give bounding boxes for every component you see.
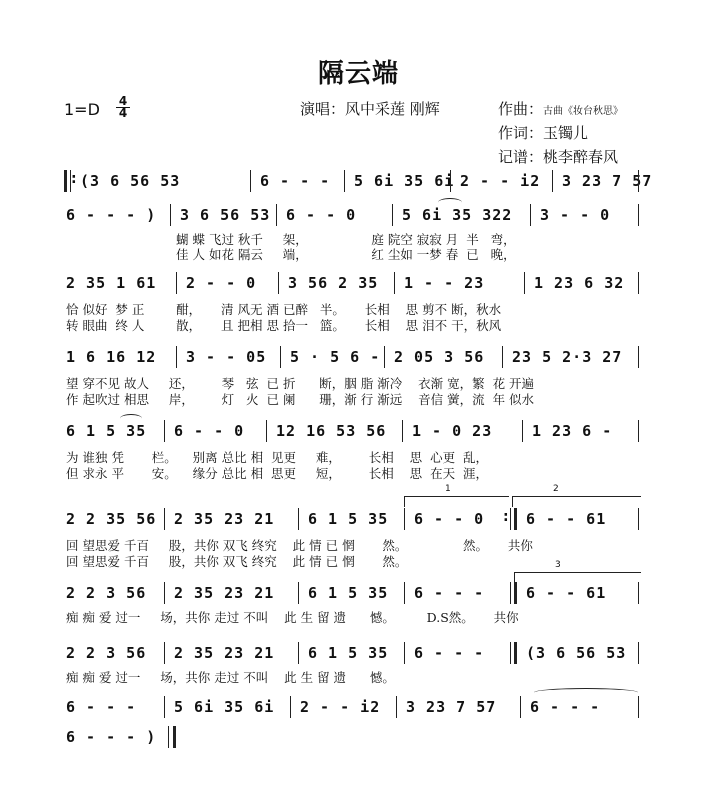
barline (278, 272, 279, 294)
barline (290, 696, 291, 718)
measure: 1 23 6 32 (534, 274, 625, 292)
measure: 3 23 7 57 (562, 172, 653, 190)
barline (392, 204, 393, 226)
measure: 5 6i 35 6i (174, 698, 275, 716)
barline (520, 696, 521, 718)
barline (638, 204, 639, 226)
barline (638, 420, 639, 442)
barline (280, 346, 281, 368)
barline (638, 582, 639, 604)
barline (164, 582, 165, 604)
measure: 6 - - 61 (526, 584, 607, 602)
measure: 6 - - 61 (526, 510, 607, 528)
lyrics-verse-1: 痴 痴 爱 过一 场，共你 走过 不叫 此 生 留 遗 憾。 D.S然。 共你 (66, 610, 519, 625)
barline (344, 170, 345, 192)
measure: 6 - - 0 (286, 206, 357, 224)
measure: 1 - - 23 (404, 274, 485, 292)
measure: 3 23 7 57 (406, 698, 497, 716)
double-barline (510, 582, 517, 604)
barline (394, 272, 395, 294)
lyrics-verse-2: 但 求永 平 安。 缘分 总比 相 思更 短， 长相 思 在天 涯， (66, 466, 489, 481)
measure: 23 5 2·3 27 (512, 348, 623, 366)
staff-row (64, 204, 640, 230)
measure: 6 1 5 35 (66, 422, 147, 440)
barline (164, 508, 165, 530)
staff-row (64, 582, 640, 608)
lyrics-verse-2: 佳 人 如花 隔云 端， 红 尘如 一梦 春 已 晚， (176, 247, 516, 262)
measure: 2 2 3 56 (66, 584, 147, 602)
lyrics-verse-1: 痴 痴 爱 过一 场，共你 走过 不叫 此 生 留 遗 憾。 (66, 670, 395, 685)
lyrics-verse-2: 转 眼曲 终 人 散， 且 把相 思 拾一 篮。 长相 思 泪不 干，秋风 (66, 318, 502, 333)
measure: 2 05 3 56 (394, 348, 485, 366)
lyrics-verse-1: 为 谁独 凭 栏。 别离 总比 相 见更 难， 长相 思 心更 乱， (66, 450, 489, 465)
measure: 6 1 5 35 (308, 584, 389, 602)
key-signature: 1=D (64, 100, 100, 119)
volta-1 (404, 484, 509, 507)
measure: 1 - 0 23 (412, 422, 493, 440)
barline (638, 642, 639, 664)
measure: 2 - - i2 (460, 172, 541, 190)
measure: 3 56 2 35 (288, 274, 379, 292)
barline (176, 272, 177, 294)
barline (638, 696, 639, 718)
measure: 6 1 5 35 (308, 510, 389, 528)
time-top: 4 (116, 96, 130, 108)
barline (164, 642, 165, 664)
barline (170, 204, 171, 226)
barline (298, 642, 299, 664)
composer-credit (498, 98, 623, 119)
staff-row (64, 346, 640, 372)
final-barline (168, 726, 176, 748)
measure: 3 6 56 53 (180, 206, 271, 224)
arranger-credit: 记谱：桃李醉春风 (498, 148, 619, 166)
lyrics-verse-2: 回 望思爱 千百 股，共你 双飞 终究 此 情 已 惘 然。 (66, 554, 408, 569)
barline (298, 582, 299, 604)
measure: 2 35 23 21 (174, 644, 275, 662)
measure: (3 6 56 53 (80, 172, 181, 190)
measure: 6 - - - (66, 698, 137, 716)
time-signature (116, 96, 130, 119)
barline (450, 170, 451, 192)
measure: 12 16 53 56 (276, 422, 387, 440)
tie-mark (438, 198, 462, 207)
repeat-end (510, 508, 517, 530)
barline (404, 642, 405, 664)
barline (250, 170, 251, 192)
barline (638, 508, 639, 530)
barline (402, 420, 403, 442)
composer-label: 作曲： (498, 100, 544, 118)
barline (266, 420, 267, 442)
barline (384, 346, 385, 368)
barline (404, 582, 405, 604)
volta-1-label: 1 (445, 484, 451, 494)
measure: 2 - - i2 (300, 698, 381, 716)
tie-mark (120, 414, 142, 423)
time-bottom: 4 (118, 106, 128, 120)
barline (638, 170, 639, 192)
staff-row (64, 508, 640, 534)
measure: 5 · 5 6 - (290, 348, 381, 366)
lyrics-verse-1: 恰 似好 梦 正 酣， 清 风无 酒 已醉 半。 长相 思 剪不 断，秋水 (66, 302, 502, 317)
lyrics-verse-1: 蝴 蝶 飞过 秋千 架， 庭 院空 寂寂 月 半 弯， (176, 232, 516, 247)
measure: 1 6 16 12 (66, 348, 157, 366)
barline (552, 170, 553, 192)
barline (502, 346, 503, 368)
measure: 2 35 23 21 (174, 584, 275, 602)
barline (164, 420, 165, 442)
barline (298, 508, 299, 530)
barline (638, 346, 639, 368)
composer-name: 古曲《妆台秋思》 (543, 106, 624, 117)
measure: 2 35 23 21 (174, 510, 275, 528)
measure: 5 6i 35 322 (402, 206, 513, 224)
staff-row (64, 420, 640, 446)
barline (164, 696, 165, 718)
repeat-start (64, 170, 71, 192)
measure: 6 1 5 35 (308, 644, 389, 662)
measure: 2 2 3 56 (66, 644, 147, 662)
barline (530, 204, 531, 226)
staff-row (64, 696, 640, 722)
measure: 6 - - - ) (66, 206, 157, 224)
volta-2-label: 2 (553, 484, 559, 494)
measure: 2 35 1 61 (66, 274, 157, 292)
double-barline (510, 642, 517, 664)
staff-row (64, 726, 640, 752)
measure: 6 - - - (414, 644, 485, 662)
measure: 6 - - - (260, 172, 331, 190)
measure: 6 - - - (414, 584, 485, 602)
measure: 6 - - - (530, 698, 601, 716)
barline (404, 508, 405, 530)
lyrics-verse-1: 回 望思爱 千百 股，共你 双飞 终究 此 情 已 惘 然。 然。 共你 (66, 538, 533, 553)
measure: 6 - - 0 (414, 510, 485, 528)
measure: 6 - - - ) (66, 728, 157, 746)
volta-2 (512, 484, 641, 507)
lyrics-verse-1: 望 穿不见 故人 还， 琴 弦 已 折 断，胭 脂 渐冷 衣渐 宽，繁 花 开遍 (66, 376, 535, 391)
barline (524, 272, 525, 294)
measure: (3 6 56 53 (526, 644, 627, 662)
barline (638, 272, 639, 294)
measure: 2 2 35 56 (66, 510, 157, 528)
volta-3-label: 3 (555, 560, 561, 570)
measure: 1 23 6 - (532, 422, 613, 440)
measure: 2 - - 0 (186, 274, 257, 292)
barline (396, 696, 397, 718)
lyrics-verse-2: 作 起吹过 相思 岸， 灯 火 已 阑 珊，渐 行 渐远 音信 黉，流 年 似水 (66, 392, 535, 407)
lyricist-credit: 作词：玉镯儿 (498, 124, 589, 142)
song-title: 隔云端 (317, 59, 399, 89)
barline (276, 204, 277, 226)
barline (176, 346, 177, 368)
measure: 6 - - 0 (174, 422, 245, 440)
measure: 5 6i 35 6i (354, 172, 455, 190)
singers: 演唱：风中采莲 刚辉 (300, 100, 440, 118)
measure: 3 - - 05 (186, 348, 267, 366)
staff-row (64, 170, 653, 196)
staff-row (64, 642, 640, 668)
measure: 3 - - 0 (540, 206, 611, 224)
barline (522, 420, 523, 442)
staff-row (64, 272, 640, 298)
